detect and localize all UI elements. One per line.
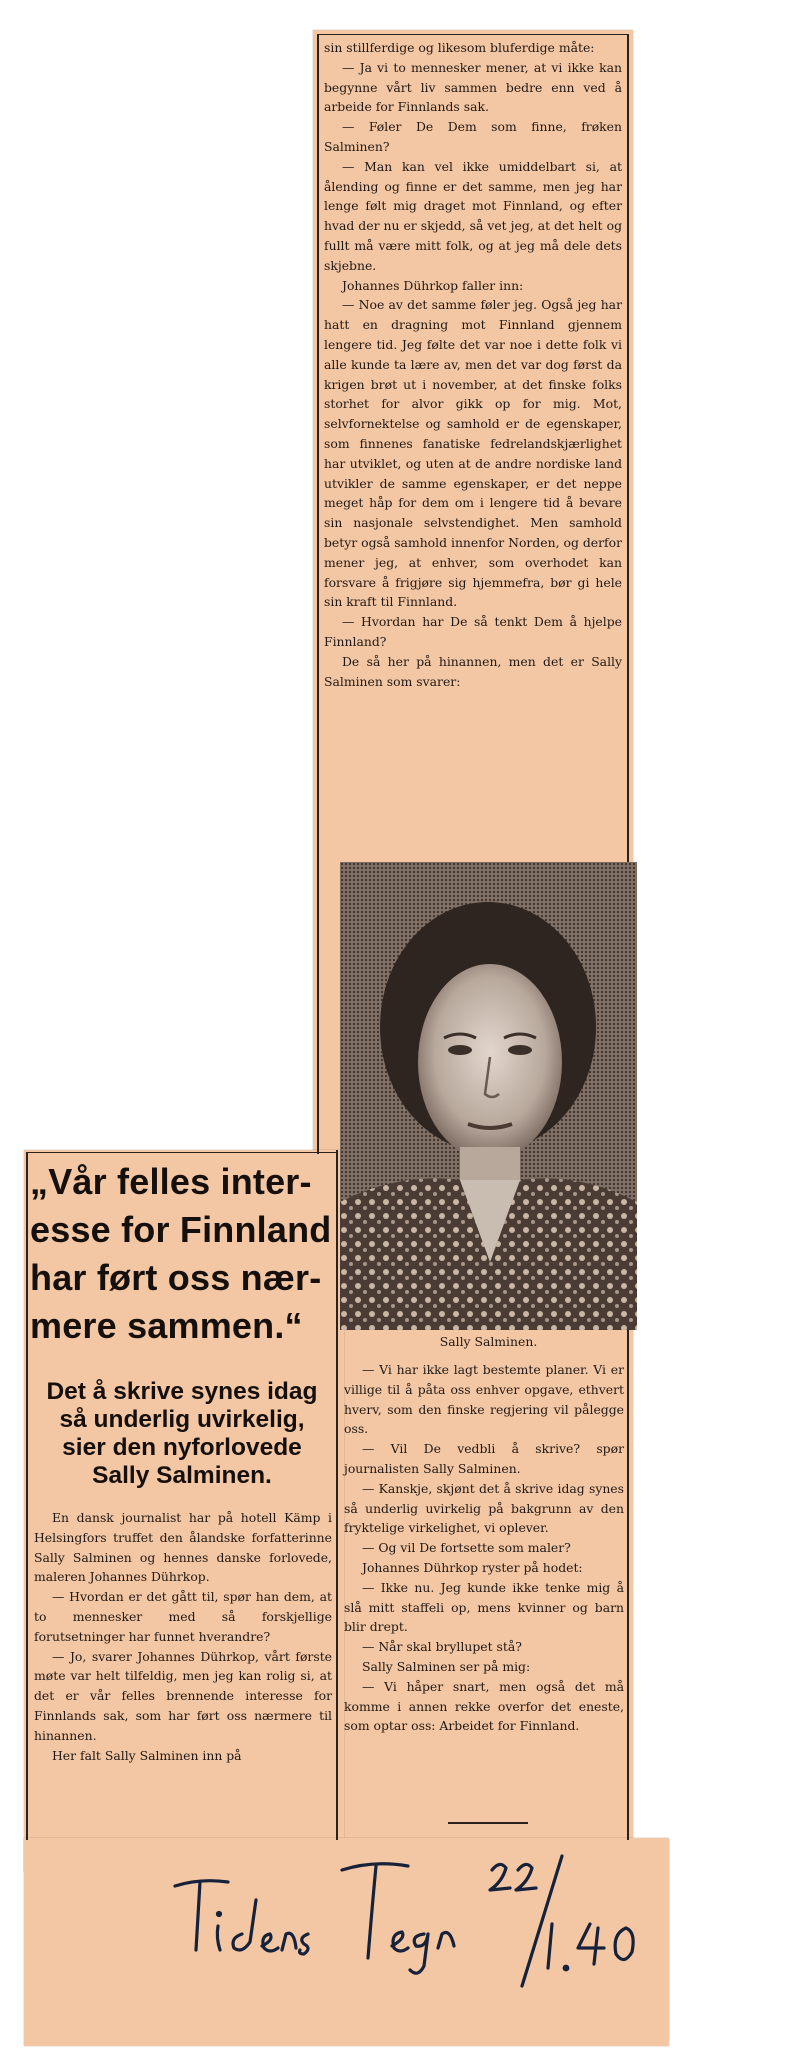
left-column-top-rule (26, 1152, 338, 1153)
article-end-rule (448, 1822, 528, 1824)
right-paragraph: De så her på hinannen, men det er Sally Salminen som svarer: (324, 653, 622, 689)
right-paragraph: — Føler De Dem som finne, frøken Salminen? (324, 119, 622, 154)
left-paragraph: — Hvordan er det gått til, spør han dem, at to mennesker med så forskjellige forutsetninger har funnet hverandre? (34, 1589, 332, 1644)
right-paragraph: — Noe av det samme føler jeg. Også jeg har hatt en dragning mot Finnland gjennem lengere tid. Jeg følte det var noe i dette folk vi alle kunde ta lære av, men det var dog først da krigen brøt ut i november, at det finske folks storhet for alvor gikk op for mig. Mot, selvfornektelse og samhold er de egenskaper, som finnenes fanatiske fedrelandskjærlighet har utviklet, og uten at de andre nordiske land utvikler de samme egenskaper, er det neppe meget håp for dem om i lengere tid å bevare sin nasjonale selvstendighet. Men samhold betyr også samhold innenfor Norden, og derfor mener jeg, at enhver, som overhodet kan forsvare å frigjøre sig hjemmefra, bør gi hele sin kraft til Finnland. (324, 297, 622, 610)
subhead (30, 1378, 334, 1490)
right-column-top-text (324, 38, 622, 691)
right-paragraph: Johannes Dührkop faller inn: (342, 277, 524, 293)
right-column-left-rule (317, 34, 319, 1154)
handwritten-source-signature (170, 1848, 670, 1998)
left-column-left-rule (26, 1152, 28, 1840)
left-paragraph: Her falt Sally Salminen inn på (52, 1747, 242, 1763)
right-paragraph: — Man kan vel ikke umiddelbart si, at ålending og finne er det samme, men jeg har lenge følt mig draget mot Finnland, og efter hvad der nu er skjedd, så vet jeg, at det helt og fullt må være mitt folk, og at jeg må dele dets skjebne. (324, 158, 622, 273)
left-column-text (34, 1508, 332, 1765)
right-paragraph: Johannes Dührkop ryster på hodet: (362, 1559, 583, 1575)
photo-caption: Sally Salminen. (439, 1334, 538, 1349)
subhead-line: sier den nyforlovede (62, 1434, 302, 1461)
right-column-lead-paragraph: sin stillferdige og likesom bluferdige måte: (324, 40, 595, 55)
subhead-line: Sally Salminen. (92, 1462, 272, 1489)
right-paragraph: — Ikke nu. Jeg kunde ikke tenke mig å slå mitt staffeli op, mens kvinner og barn blir drept. (344, 1579, 624, 1635)
right-column-top-rule (317, 34, 629, 35)
portrait-image (340, 862, 637, 1330)
subhead-line: så underlig uvirkelig, (59, 1406, 305, 1433)
handwritten-note (170, 1848, 670, 1998)
headline (30, 1158, 334, 1350)
right-paragraph: — Vi har ikke lagt bestemte planer. Vi er villige til å påta oss enhver opgave, ethvert hverv, som den finske regjering vil pålegge oss. (344, 1362, 624, 1437)
left-paragraph: — Jo, svarer Johannes Dührkop, vårt første møte var helt tilfeldig, men jeg kan rolig si, at det er vår felles brennende interesse for Finnlands sak, som har ført oss nærmere til hinannen. (34, 1648, 332, 1743)
center-column-rule (336, 1150, 338, 1840)
right-paragraph: — Og vil De fortsette som maler? (362, 1540, 571, 1556)
subhead-line: Det å skrive synes idag (46, 1378, 318, 1405)
right-paragraph: — Vil De vedbli å skrive? spør journalisten Sally Salminen. (344, 1441, 624, 1476)
right-paragraph: — Når skal bryllupet stå? (362, 1639, 522, 1655)
left-paragraph: En dansk journalist har på hotell Kämp i Helsingfors truffet den ålandske forfatterinne Sally Salminen og hennes danske forlovede, maleren Johannes Dührkop. (34, 1510, 332, 1585)
right-paragraph: — Vi håper snart, men også det må komme i annen rekke overfor det eneste, som optar oss: Arbeidet for Finnland. (344, 1678, 624, 1734)
headline-line: „Vår felles inter- (30, 1161, 312, 1202)
headline-line: esse for Finnland (30, 1209, 332, 1250)
right-paragraph: — Kanskje, skjønt det å skrive idag synes så underlig uvirkelig på bakgrunn av den fryktelige virkelighet, vi oplever. (344, 1480, 624, 1536)
portrait-photo (340, 862, 637, 1330)
headline-line: har ført oss nær- (30, 1257, 322, 1298)
right-paragraph: — Ja vi to mennesker mener, at vi ikke kan begynne vårt liv sammen bedre enn ved å arbeide for Finnlands sak. (324, 59, 622, 115)
right-column-bottom-text (344, 1360, 624, 1736)
right-paragraph: Sally Salminen ser på mig: (362, 1658, 531, 1674)
headline-line: mere sammen.“ (30, 1305, 303, 1346)
right-paragraph: — Hvordan har De så tenkt Dem å hjelpe Finnland? (324, 614, 622, 649)
